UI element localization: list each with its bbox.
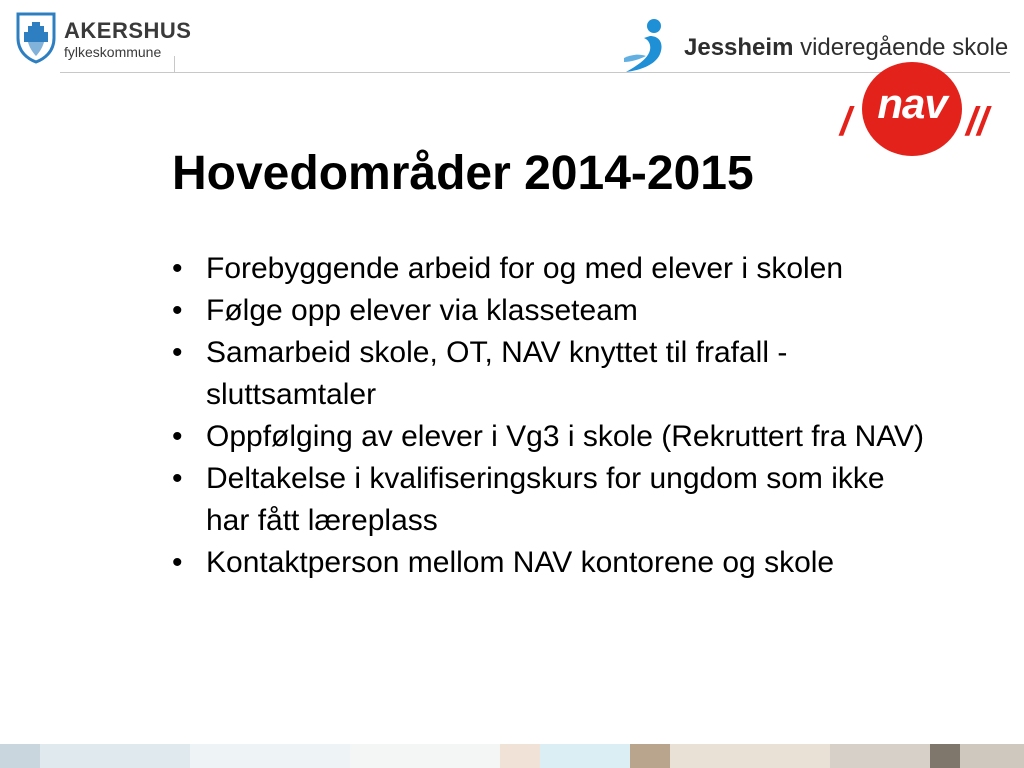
jessheim-name-rest: videregående skole xyxy=(793,34,1009,61)
strip-segment xyxy=(40,744,190,768)
strip-segment xyxy=(500,744,540,768)
bullet-item xyxy=(172,290,932,332)
bottom-photo-strip xyxy=(0,744,1024,768)
bullet-text: Oppfølging av elever i Vg3 i skole (Rekruttert fra NAV) xyxy=(206,420,925,453)
strip-segment xyxy=(0,744,40,768)
nav-word: nav xyxy=(877,80,947,127)
bullet-list xyxy=(172,248,932,584)
strip-segment xyxy=(960,744,1024,768)
bullet-text: Forebyggende arbeid for og med elever i skolen xyxy=(206,252,844,285)
jessheim-name-bold: Jessheim xyxy=(684,34,794,61)
bullet-dot: • xyxy=(172,420,183,453)
bullet-text: Følge opp elever via klasseteam xyxy=(206,294,638,327)
bullet-item xyxy=(172,542,932,584)
akershus-subtitle: fylkeskommune xyxy=(64,44,162,60)
strip-segment xyxy=(630,744,670,768)
strip-segment xyxy=(670,744,830,768)
bullet-text: Samarbeid skole, OT, NAV knyttet til frafall - sluttsamtaler xyxy=(206,336,788,411)
bullet-dot: • xyxy=(172,336,183,369)
akershus-shield-icon xyxy=(16,12,56,64)
jessheim-runner-icon xyxy=(620,18,678,74)
strip-segment xyxy=(540,744,630,768)
bullet-dot: • xyxy=(172,546,183,579)
bullet-dot: • xyxy=(172,252,183,285)
nav-slash-left: / xyxy=(840,100,852,144)
strip-segment xyxy=(350,744,500,768)
header-divider-tick xyxy=(174,56,175,72)
strip-segment xyxy=(190,744,350,768)
bullet-text: Deltakelse i kvalifiseringskurs for ungdom som ikke har fått læreplass xyxy=(206,462,885,537)
bullet-item xyxy=(172,458,932,542)
bullet-dot: • xyxy=(172,294,183,327)
nav-logo xyxy=(838,62,998,156)
bullet-item xyxy=(172,248,932,290)
akershus-logo xyxy=(16,12,206,68)
slide-title: Hovedområder 2014-2015 xyxy=(172,147,754,200)
strip-segment xyxy=(930,744,960,768)
bullet-text: Kontaktperson mellom NAV kontorene og skole xyxy=(206,546,835,579)
strip-segment xyxy=(830,744,930,768)
bullet-item xyxy=(172,416,932,458)
bullet-dot: • xyxy=(172,462,183,495)
akershus-name: AKERSHUS xyxy=(64,18,192,43)
bullet-item xyxy=(172,332,932,416)
jessheim-school-name xyxy=(684,34,1008,62)
nav-slash-right: // xyxy=(966,100,989,144)
